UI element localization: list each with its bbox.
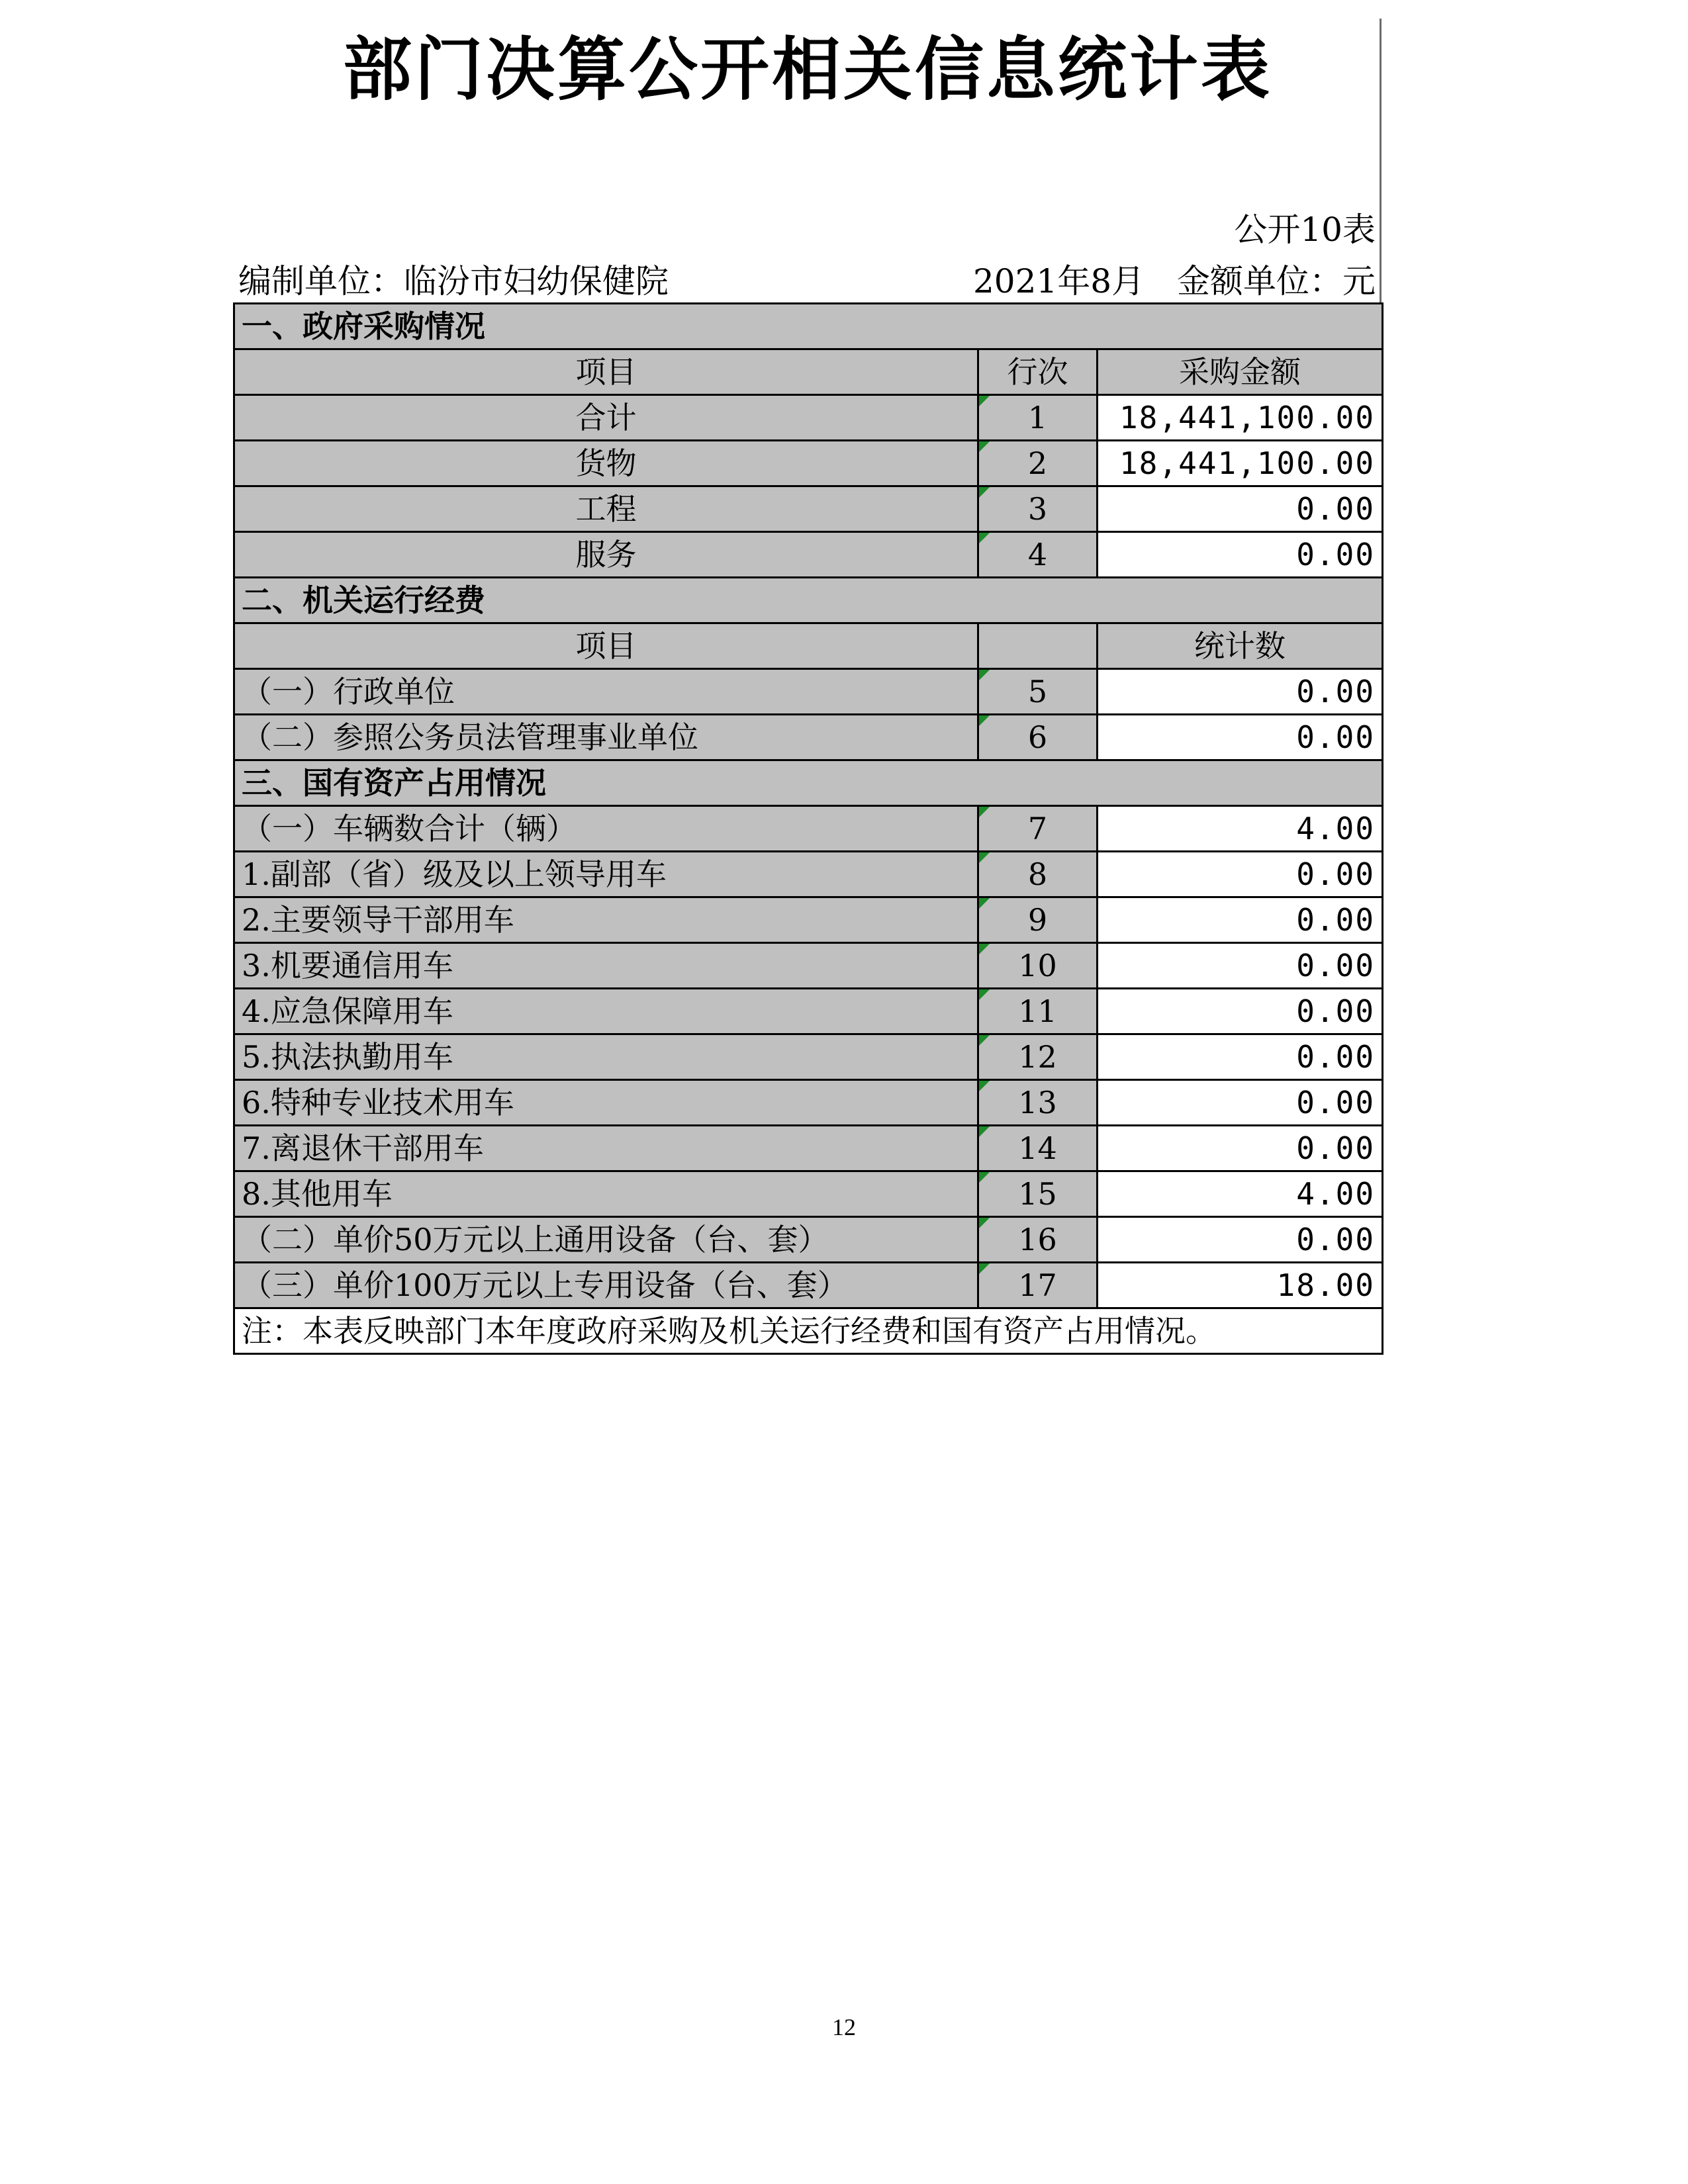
- flag-icon: [979, 1263, 990, 1274]
- flag-icon: [979, 1126, 990, 1137]
- row-number: 7: [1027, 811, 1048, 846]
- row-number-cell: [978, 669, 1098, 715]
- column-header-rowno: 行次: [978, 349, 1098, 395]
- table-note: 注：本表反映部门本年度政府采购及机关运行经费和国有资产占用情况。: [234, 1308, 1383, 1354]
- row-number: 3: [1027, 491, 1048, 527]
- row-item: （一）车辆数合计（辆）: [234, 806, 978, 852]
- row-number-cell: [978, 1217, 1098, 1263]
- row-number-cell: [978, 806, 1098, 852]
- row-value: 0.00: [1098, 715, 1383, 760]
- row-number-cell: [978, 395, 1098, 441]
- flag-icon: [979, 1218, 990, 1228]
- form-number: 公开10表: [1234, 210, 1376, 249]
- table-row: [234, 1217, 1383, 1263]
- row-value: 0.00: [1098, 486, 1383, 532]
- table-row: [234, 1080, 1383, 1126]
- row-value: 0.00: [1098, 1217, 1383, 1263]
- row-item: 5.执法执勤用车: [234, 1034, 978, 1080]
- column-header-amount: 统计数: [1098, 623, 1383, 669]
- flag-icon: [979, 1081, 990, 1091]
- row-value: 18.00: [1098, 1263, 1383, 1308]
- row-number-cell: [978, 441, 1098, 486]
- row-number-cell: [978, 989, 1098, 1034]
- row-number-cell: [978, 486, 1098, 532]
- row-value: 0.00: [1098, 1080, 1383, 1126]
- row-number-cell: [978, 1034, 1098, 1080]
- section-heading-procurement: 一、政府采购情况: [234, 304, 1383, 349]
- row-value: 0.00: [1098, 1034, 1383, 1080]
- unit-label: 金额单位：元: [1177, 262, 1376, 300]
- page-edge-rule: [1380, 19, 1382, 303]
- row-value: 0.00: [1098, 852, 1383, 897]
- row-value: 0.00: [1098, 532, 1383, 578]
- column-header-amount: 采购金额: [1098, 349, 1383, 395]
- row-item: 6.特种专业技术用车: [234, 1080, 978, 1126]
- row-number-cell: [978, 897, 1098, 943]
- table-row: [234, 715, 1383, 760]
- row-value: 4.00: [1098, 806, 1383, 852]
- table-row: [234, 989, 1383, 1034]
- flag-icon: [979, 396, 990, 406]
- row-number: 15: [1018, 1176, 1057, 1212]
- row-value: 0.00: [1098, 669, 1383, 715]
- flag-icon: [979, 487, 990, 498]
- row-number-cell: [978, 1080, 1098, 1126]
- column-header-row: [234, 623, 1383, 669]
- flag-icon: [979, 441, 990, 452]
- table-row: [234, 532, 1383, 578]
- row-number: 8: [1027, 856, 1048, 892]
- row-item: 工程: [234, 486, 978, 532]
- row-number: 16: [1018, 1222, 1057, 1257]
- row-item: （三）单价100万元以上专用设备（台、套）: [234, 1263, 978, 1308]
- section-header-row: [234, 760, 1383, 806]
- row-number: 10: [1018, 948, 1057, 983]
- row-item: 合计: [234, 395, 978, 441]
- section-header-row: [234, 304, 1383, 349]
- row-number-cell: [978, 1263, 1098, 1308]
- table-row: [234, 806, 1383, 852]
- row-number: 1: [1027, 400, 1048, 435]
- table-row: [234, 441, 1383, 486]
- row-number-cell: [978, 715, 1098, 760]
- row-item: 1.副部（省）级及以上领导用车: [234, 852, 978, 897]
- row-item: 服务: [234, 532, 978, 578]
- flag-icon: [979, 989, 990, 1000]
- row-item: 3.机要通信用车: [234, 943, 978, 989]
- row-number: 14: [1018, 1130, 1057, 1166]
- row-number-cell: [978, 532, 1098, 578]
- row-number-cell: [978, 1126, 1098, 1171]
- flag-icon: [979, 670, 990, 680]
- column-header-item: 项目: [234, 623, 978, 669]
- table-row: [234, 897, 1383, 943]
- section-header-row: [234, 578, 1383, 623]
- row-number: 11: [1018, 993, 1057, 1029]
- flag-icon: [979, 944, 990, 954]
- row-item: 8.其他用车: [234, 1171, 978, 1217]
- row-item: 4.应急保障用车: [234, 989, 978, 1034]
- flag-icon: [979, 715, 990, 726]
- row-value: 0.00: [1098, 989, 1383, 1034]
- row-number: 2: [1027, 445, 1048, 481]
- row-value: 0.00: [1098, 897, 1383, 943]
- row-item: （二）参照公务员法管理事业单位: [234, 715, 978, 760]
- table-row: [234, 1171, 1383, 1217]
- date-label: 2021年8月: [973, 262, 1145, 300]
- flag-icon: [979, 898, 990, 909]
- row-item: 2.主要领导干部用车: [234, 897, 978, 943]
- page-title: 部门决算公开相关信息统计表: [342, 29, 1272, 110]
- row-number: 13: [1018, 1085, 1057, 1120]
- row-number: 9: [1027, 902, 1048, 938]
- row-number-cell: [978, 852, 1098, 897]
- row-item: （一）行政单位: [234, 669, 978, 715]
- table-row: [234, 1034, 1383, 1080]
- row-number: 12: [1018, 1039, 1057, 1075]
- row-value: 18,441,100.00: [1098, 395, 1383, 441]
- row-value: 18,441,100.00: [1098, 441, 1383, 486]
- row-number: 4: [1027, 537, 1048, 572]
- note-row: [234, 1308, 1383, 1354]
- flag-icon: [979, 852, 990, 863]
- section-heading-operating: 二、机关运行经费: [234, 578, 1383, 623]
- column-header-rowno: [978, 623, 1098, 669]
- row-item: 7.离退休干部用车: [234, 1126, 978, 1171]
- row-item: 货物: [234, 441, 978, 486]
- row-value: 0.00: [1098, 943, 1383, 989]
- flag-icon: [979, 1035, 990, 1046]
- flag-icon: [979, 807, 990, 817]
- table-row: [234, 669, 1383, 715]
- row-number-cell: [978, 943, 1098, 989]
- table-row: [234, 1126, 1383, 1171]
- statistics-table: [233, 302, 1383, 1355]
- row-value: 0.00: [1098, 1126, 1383, 1171]
- column-header-item: 项目: [234, 349, 978, 395]
- row-value: 4.00: [1098, 1171, 1383, 1217]
- row-number: 17: [1018, 1267, 1057, 1303]
- row-item: （二）单价50万元以上通用设备（台、套）: [234, 1217, 978, 1263]
- row-number: 5: [1027, 674, 1048, 709]
- table-row: [234, 1263, 1383, 1308]
- column-header-row: [234, 349, 1383, 395]
- flag-icon: [979, 1172, 990, 1183]
- table-row: [234, 852, 1383, 897]
- table-row: [234, 943, 1383, 989]
- table-row: [234, 395, 1383, 441]
- row-number: 6: [1027, 719, 1048, 755]
- row-number-cell: [978, 1171, 1098, 1217]
- table-row: [234, 486, 1383, 532]
- section-heading-assets: 三、国有资产占用情况: [234, 760, 1383, 806]
- org-label: 编制单位：临汾市妇幼保健院: [238, 262, 669, 300]
- flag-icon: [979, 533, 990, 543]
- page-number: 12: [832, 2014, 856, 2040]
